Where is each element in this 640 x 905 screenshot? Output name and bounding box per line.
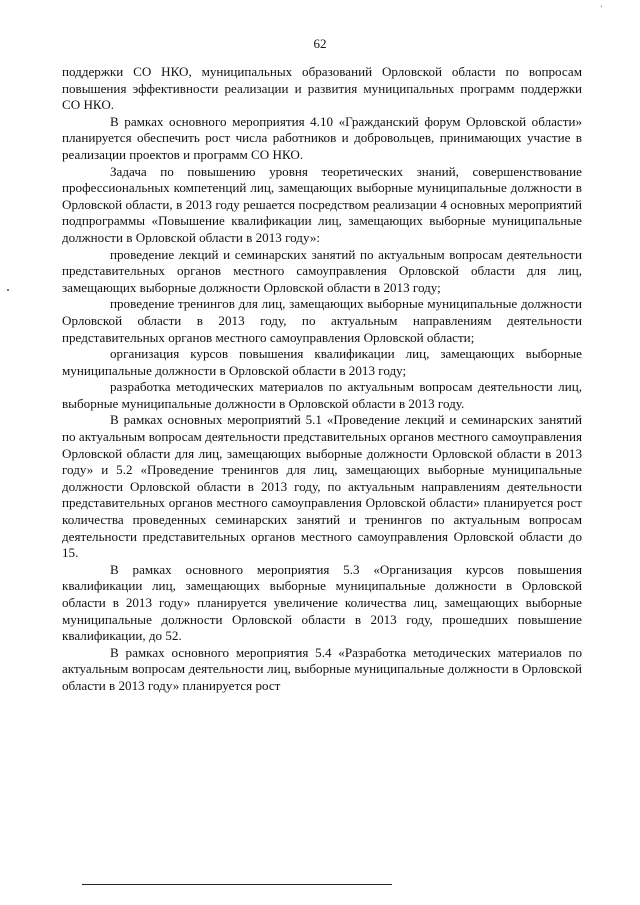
paragraph: В рамках основного мероприятия 4.10 «Гражданский форум Орловской области» планируется обеспечить рост числа работников и добровольцев, принимающих участие в реализации проектов и программ СО НКО.: [62, 113, 582, 162]
paragraph: В рамках основных мероприятий 5.1 «Проведение лекций и семинарских занятий по актуальным вопросам деятельности представительных органов местного самоуправления Орловской области для лиц, замещающих выборные должности Орловской области в 2013 году» и 5.2 «Проведение тренингов для лиц, замещающих выборные муниципальные должности Орловской области в 2013 году, по актуальным направлениям деятельности представительных органов местного самоуправления Орловской области» планируется рост количества проведенных семинарских занятий и тренингов по актуальным вопросам деятельности представительных органов местного самоуправления Орловской области до 15.: [62, 412, 582, 561]
list-item: проведение лекций и семинарских занятий по актуальным вопросам деятельности представительных органов местного самоуправления Орловской области для лиц, замещающих выборные должности Орловской области в 2013 году;: [62, 246, 582, 295]
footer-rule: [82, 884, 392, 885]
list-item: разработка методических материалов по актуальным вопросам деятельности лиц, выборные муниципальные должности в Орловской области в 2013 году.: [62, 379, 582, 411]
paragraph: поддержки СО НКО, муниципальных образований Орловской области по вопросам повышения эффективности реализации и развития муниципальных программ поддержки СО НКО.: [62, 64, 582, 113]
list-item: организация курсов повышения квалификации лиц, замещающих выборные муниципальные должности в Орловской области в 2013 году;: [62, 346, 582, 378]
paragraph: В рамках основного мероприятия 5.4 «Разработка методических материалов по актуальным вопросам деятельности лиц, выборные муниципальные должности в Орловской области в 2013 году» планируется рост: [62, 644, 582, 693]
list-item: проведение тренингов для лиц, замещающих выборные муниципальные должности Орловской области в 2013 году, по актуальным направлениям деятельности представительных органов местного самоуправления Орловской области;: [62, 296, 582, 345]
paragraph: В рамках основного мероприятия 5.3 «Организация курсов повышения квалификации лиц, замещающих выборные муниципальные должности в Орловской области в 2013 году» планируется увеличение количества лиц, замещающих выборные муниципальные должности Орловской области в 2013 году, прошедших повышение квалификации, до 52.: [62, 561, 582, 644]
margin-speck: [7, 289, 9, 291]
paragraph: Задача по повышению уровня теоретических знаний, совершенствование профессиональных компетенций лиц, замещающих выборные муниципальные должности в Орловской области, в 2013 году решается посредством реализации 4 основных мероприятий подпрограммы «Повышение квалификации лиц, замещающих выборные муниципальные должности в Орловской области в 2013 году»:: [62, 163, 582, 245]
body-text: [62, 64, 582, 695]
corner-mark: ': [600, 4, 602, 13]
page-number: 62: [313, 36, 327, 51]
